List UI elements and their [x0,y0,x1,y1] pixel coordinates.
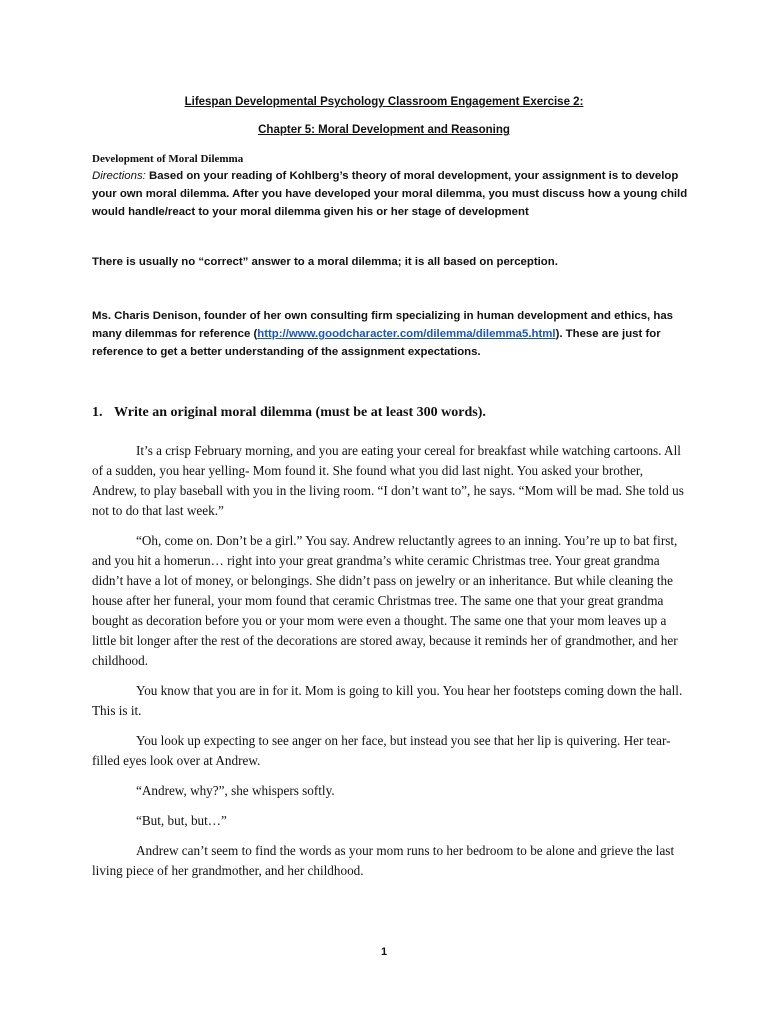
directions-label: Directions: [92,170,146,182]
reference-text-after: ). These are just for reference to get a better understanding of the assignment expectations. [92,328,661,358]
story-paragraph: You look up expecting to see anger on her face, but instead you see that her lip is quivering. Her tear-filled eyes look over at Andrew. [92,733,671,768]
note-paragraph: There is usually no “correct” answer to a moral dilemma; it is all based on perception. [92,256,558,268]
reference-paragraph [92,307,688,361]
page-number: 1 [380,946,388,958]
story-paragraph: It’s a crisp February morning, and you are eating your cereal for breakfast while watching cartoons. All of a sudden, you hear yelling- Mom found it. She found what you did last night. You asked your brother, Andrew, to play baseball with you in the living room. “I don’t want to”, he says. “Mom will be mad. She told us not to do that last week.” [92,443,684,518]
section-heading: Development of Moral Dilemma [92,153,244,165]
reference-text-before: Ms. Charis Denison, founder of her own consulting firm specializing in human development and ethics, has many dilemmas for reference ( [92,310,674,340]
story-paragraph: “Andrew, why?”, she whispers softly. [136,783,335,798]
question-text: Write an original moral dilemma (must be at least 300 words). [114,405,486,420]
story-paragraph: “But, but, but…” [136,813,227,828]
story-body [92,441,688,881]
story-paragraph: Andrew can’t seem to find the words as your mom runs to her bedroom to be alone and grieve the last living piece of her grandmother, and her childhood. [92,843,675,878]
directions-text: Based on your reading of Kohlberg’s theory of moral development, your assignment is to develop your own moral dilemma. After you have developed your moral dilemma, you must discuss how a young child would handle/react to your moral dilemma given his or her stage of development [92,170,688,218]
reference-link[interactable]: http://www.goodcharacter.com/dilemma/dilemma5.html [257,328,556,340]
directions-paragraph [92,167,688,221]
story-paragraph: You know that you are in for it. Mom is going to kill you. You hear her footsteps coming down the hall. This is it. [92,683,683,718]
question-number: 1. [92,405,103,420]
question-heading [92,405,486,421]
document-title-line2: Chapter 5: Moral Development and Reasoning [258,124,510,136]
document-title-line1: Lifespan Developmental Psychology Classroom Engagement Exercise 2: [184,96,584,108]
story-paragraph: “Oh, come on. Don’t be a girl.” You say. Andrew reluctantly agrees to an inning. You’re up to bat first, and you hit a homerun… right into your great grandma’s white ceramic Christmas tree. Your great grandma didn’t have a lot of money, or belongings. She didn’t pass on jewelry or an inheritance. But while cleaning the house after her funeral, your mom found that ceramic Christmas tree. The same one that your great grandma bought as decoration before you or your mom were even a thought. The same one that your mom leaves up a little bit longer after the rest of the decorations are stored away, because it reminds her of grandmother, and her childhood. [92,533,678,668]
